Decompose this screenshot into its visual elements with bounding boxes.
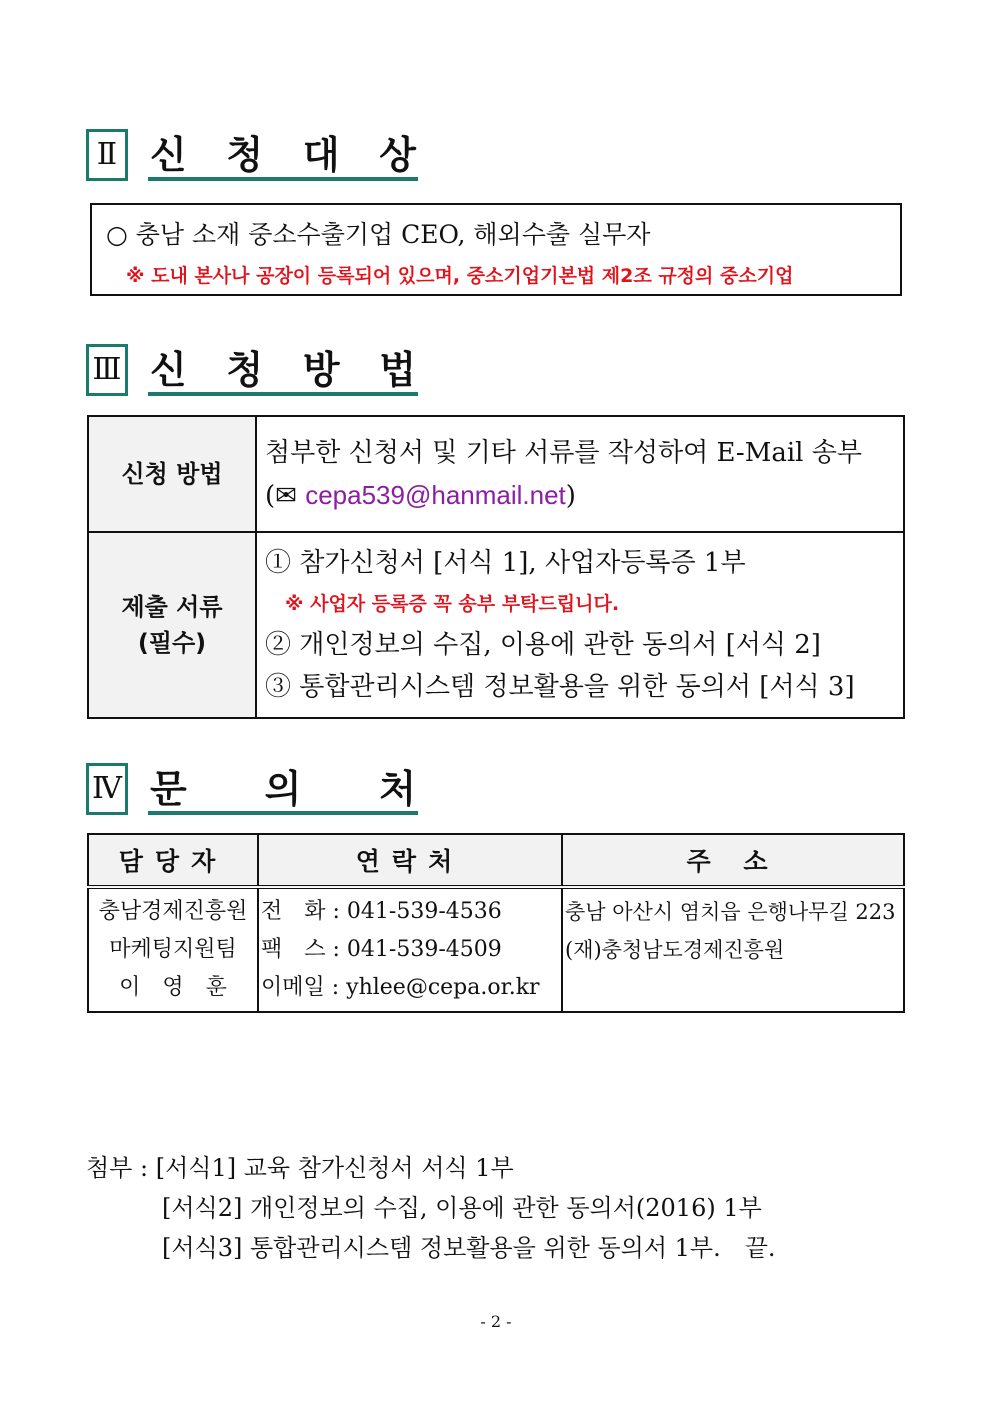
attachment-line-3: [서식3] 통합관리시스템 정보활용을 위한 동의서 1부. 끝. [162,1234,776,1262]
email-line [265,474,895,517]
application-method-table [87,415,905,719]
title-char: 방 [302,347,340,392]
phone: 전 화 : 041-539-4536 [261,899,502,924]
title-char: 법 [379,347,416,392]
method-value [256,416,904,532]
table-header-row [88,834,904,887]
attachments [86,1148,776,1268]
title-char: 의 [264,766,302,811]
table-row [88,416,904,532]
documents-label-line1: 제출 서류 [121,593,223,621]
mail-icon: (✉ [265,480,306,511]
header-address: 주 소 [562,834,904,887]
title-char: 대 [302,132,340,177]
eligibility-box [90,203,902,296]
contact-table [87,833,905,1013]
method-text: 첨부한 신청서 및 기타 서류를 작성하여 E-Mail 송부 [265,437,862,468]
email-link[interactable]: cepa539@hanmail.net [305,479,566,510]
documents-label [88,532,256,718]
title-char: 청 [226,132,264,177]
title-char: 신 [150,132,187,177]
address-cell [562,887,904,1012]
header-contact: 연락처 [258,834,562,887]
title-char: 처 [379,766,416,811]
title-char: 신 [150,347,187,392]
contact-email[interactable]: 이메일 : yhlee@cepa.or.kr [261,975,540,1000]
address-line: 충남 아산시 염치읍 은행나무길 223 [565,900,896,924]
eligibility-text: ○ 충남 소재 중소수출기업 CEO, 해외수출 실무자 [106,220,651,249]
method-label: 신청 방법 [88,416,256,532]
section-title [148,129,418,181]
document-item-1: ① 참가신청서 [서식 1], 사업자등록증 1부 [265,548,746,578]
section-title [148,344,418,396]
table-row [88,532,904,718]
title-char: 문 [150,766,187,811]
section-number: Ⅳ [86,763,128,815]
section-number: Ⅲ [86,344,128,396]
attachment-line-1: 첨부 : [서식1] 교육 참가신청서 서식 1부 [86,1154,514,1182]
attachment-line-2: [서식2] 개인정보의 수집, 이용에 관한 동의서(2016) 1부 [162,1194,762,1222]
document-item-2: ② 개인정보의 수집, 이용에 관한 동의서 [서식 2] [265,630,821,660]
fax: 팩 스 : 041-539-4509 [261,937,502,962]
table-row [88,887,904,1012]
document-item-3: ③ 통합관리시스템 정보활용을 위한 동의서 [서식 3] [265,672,855,702]
header-person: 담당자 [88,834,258,887]
document-note: ※ 사업자 등록증 꼭 송부 부탁드립니다. [285,593,620,615]
person-cell [88,887,258,1012]
org-name: 충남경제진흥원 [98,899,248,924]
address-org: (재)충청남도경제진흥원 [565,938,785,962]
title-char: 청 [226,347,264,392]
section-title [148,763,418,815]
page-number: - 2 - [480,1312,512,1331]
eligibility-note: ※ 도내 본사나 공장이 등록되어 있으며, 중소기업기본법 제2조 규정의 중소기업 [126,265,794,287]
team-name: 마케팅지원팀 [109,937,237,962]
title-char: 상 [379,132,416,177]
person-name: 이 영 훈 [119,975,227,1000]
documents-label-line2: (필수) [137,629,207,657]
section-number: Ⅱ [86,129,128,181]
email-suffix: ) [565,480,576,511]
contact-cell [258,887,562,1012]
documents-value [256,532,904,718]
